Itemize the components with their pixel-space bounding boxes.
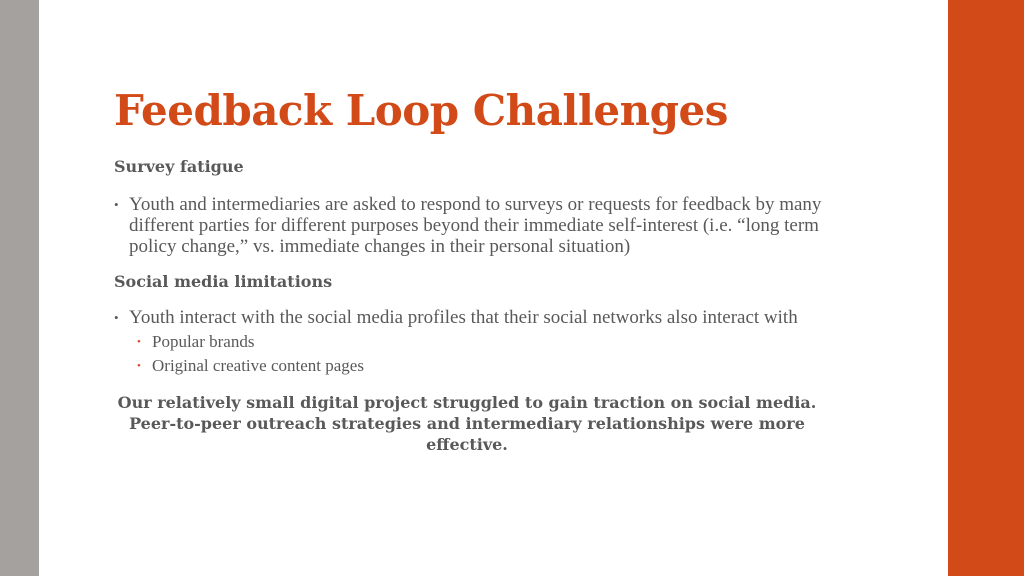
bullet-dot-icon: • [114, 310, 119, 325]
subbullet-popular-brands [114, 330, 834, 354]
slide-content [114, 156, 834, 455]
left-accent-bar [0, 0, 39, 576]
bullet-text: Youth and intermediaries are asked to respond to surveys or requests for feedback by many different parties for different purposes beyond their immediate self-interest (i.e. “long term policy change,” vs. immediate changes in their personal situation) [129, 194, 822, 257]
conclusion-text: Our relatively small digital project struggled to gain traction on social media. Peer-to-peer outreach strategies and intermediary relationships were more effective. [117, 393, 817, 454]
slide-title: Feedback Loop Challenges [114, 86, 728, 135]
bullet-dot-icon: • [114, 197, 119, 212]
subbullet-creative-content [114, 354, 834, 378]
right-accent-bar [948, 0, 1024, 576]
bullet-social-media [114, 307, 834, 328]
section-heading-social-media: Social media limitations [114, 272, 333, 291]
bullet-text: Youth interact with the social media profiles that their social networks also interact with [129, 307, 798, 328]
subbullet-text: Popular brands [152, 332, 255, 351]
subbullet-dot-icon: • [137, 360, 141, 372]
bullet-survey-fatigue [114, 194, 834, 257]
subbullet-dot-icon: • [137, 336, 141, 348]
section-heading-survey-fatigue: Survey fatigue [114, 157, 244, 176]
subbullet-text: Original creative content pages [152, 356, 364, 375]
